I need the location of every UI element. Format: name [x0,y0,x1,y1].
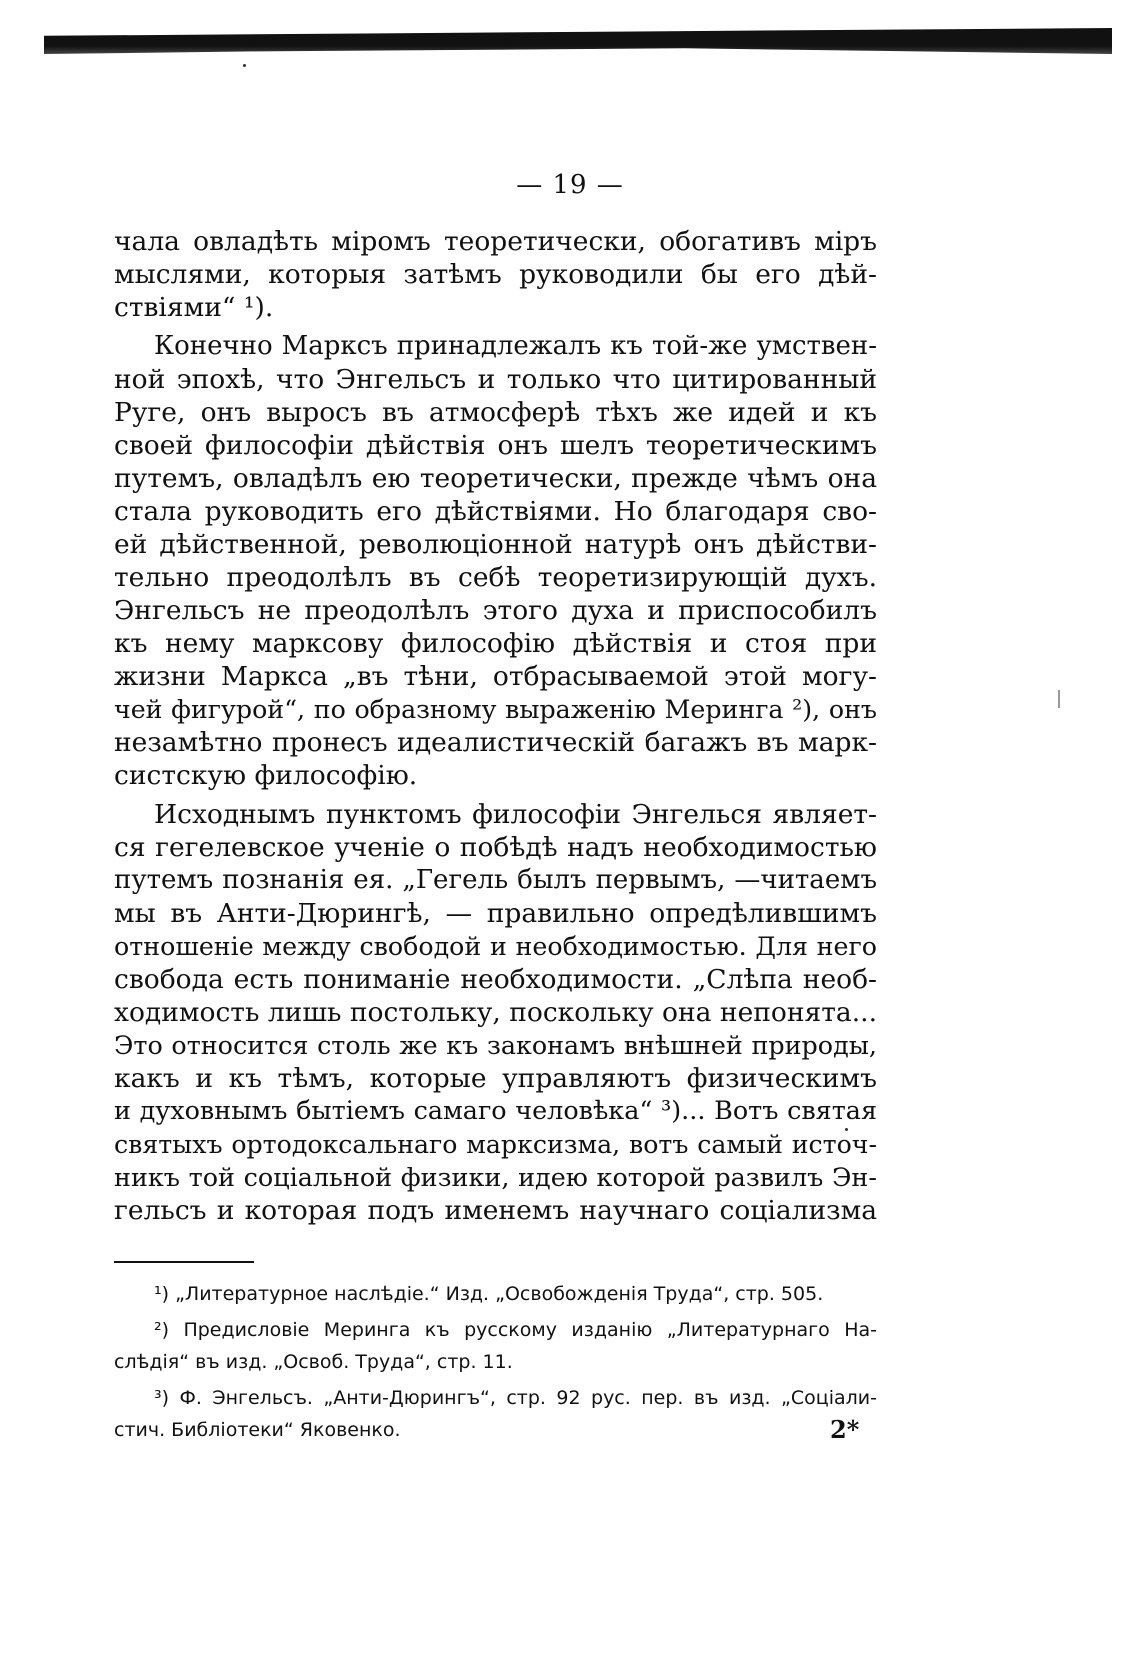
footnote-line: ²) Предисловіе Меринга къ русскому изданію „Литературнаго На- [154,1319,877,1341]
paragraph-2 [114,330,877,792]
scan-speck [243,64,246,67]
footnote-line: слѣдія“ въ изд. „Освоб. Труда“, стр. 11. [114,1351,513,1373]
scan-speck [1058,690,1060,708]
text-line: тельно преодолѣлъ въ себѣ теоретизирующій духъ. [114,562,877,593]
text-line: Исходнымъ пунктомъ философіи Энгелься являет- [154,799,877,830]
footnote-line: стич. Библіотеки“ Яковенко. [114,1419,401,1441]
text-line: какъ и къ тѣмъ, которые управляютъ физическимъ [114,1063,877,1094]
footnote-1 [114,1278,877,1310]
footnotes [114,1278,877,1446]
text-line: стала руководить его дѣйствіями. Но благодаря сво- [114,496,877,527]
text-line: своей философіи дѣйствія онъ шелъ теоретическимъ [114,430,877,461]
text-line: жизни Маркса „въ тѣни, отбрасываемой этой могу- [114,661,877,692]
text-line: къ нему марксову философію дѣйствія и стоя при [114,628,877,659]
paragraph-3 [114,798,877,1227]
text-line: ходимость лишь постольку, поскольку она непонята... [114,997,877,1028]
footnote-line: ¹) „Литературное наслѣдіе.“ Изд. „Освобожденія Труда“, стр. 505. [154,1283,824,1305]
text-line: ной эпохѣ, что Энгельсъ и только что цитированный [114,364,877,395]
text-line: мы въ Анти-Дюрингѣ, — правильно опредѣлившимъ [114,898,877,929]
footnote-rule [114,1261,254,1263]
body-text [114,225,877,1227]
text-line: отношеніе между свободой и необходимостью. Для него [114,932,877,961]
paragraph-1 [114,225,877,324]
text-line: чей фигурой“, по образному выраженію Меринга ²), онъ [114,695,877,724]
text-line: и духовнымъ бытіемъ самаго человѣка“ ³)... Вотъ святая [114,1096,877,1126]
text-line: путемъ познанія ея. „Гегель былъ первымъ, —читаемъ [114,865,877,895]
text-line: Энгельсъ не преодолѣлъ этого духа и приспособилъ [114,595,877,626]
scan-edge-bar [44,28,1112,54]
text-line: свобода есть пониманіе необходимости. „Слѣпа необ- [114,964,877,995]
text-line: гельсъ и которая подъ именемъ научнаго соціализма [114,1195,877,1226]
text-line: святыхъ ортодоксальнаго марксизма, вотъ самый источ- [114,1130,877,1159]
footnote-line: ³) Ф. Энгельсъ. „Анти-Дюрингъ“, стр. 92 рус. пер. въ изд. „Соціали- [154,1387,877,1409]
text-line: чала овладѣть міромъ теоретически, обогативъ міръ [114,226,877,257]
text-line: никъ той соціальной физики, идею которой развилъ Эн- [114,1162,877,1192]
text-line: незамѣтно пронесъ идеалистическій багажъ въ марк- [114,727,877,758]
text-line: ей дѣйственной, революціонной натурѣ онъ дѣйстви- [114,529,877,560]
footnote-2 [114,1314,877,1378]
footnote-3 [114,1382,877,1446]
page-number: — 19 — [516,170,624,200]
text-line: систскую философію. [114,760,418,791]
text-line: ствіями“ ¹). [114,292,274,323]
printer-signature-mark: 2* [830,1415,860,1444]
text-line: Руге, онъ выросъ въ атмосферѣ тѣхъ же идей и къ [114,397,877,428]
text-line: путемъ, овладѣлъ ею теоретически, прежде чѣмъ она [114,463,877,494]
text-line: ся гегелевское ученіе о побѣдѣ надъ необходимостью [114,832,877,863]
text-line: Это относится столь же къ законамъ внѣшней природы, [114,1030,877,1060]
text-line: мыслями, которыя затѣмъ руководили бы его дѣй- [114,259,877,290]
text-line: Конечно Марксъ принадлежалъ къ той-же умствен- [154,331,877,361]
